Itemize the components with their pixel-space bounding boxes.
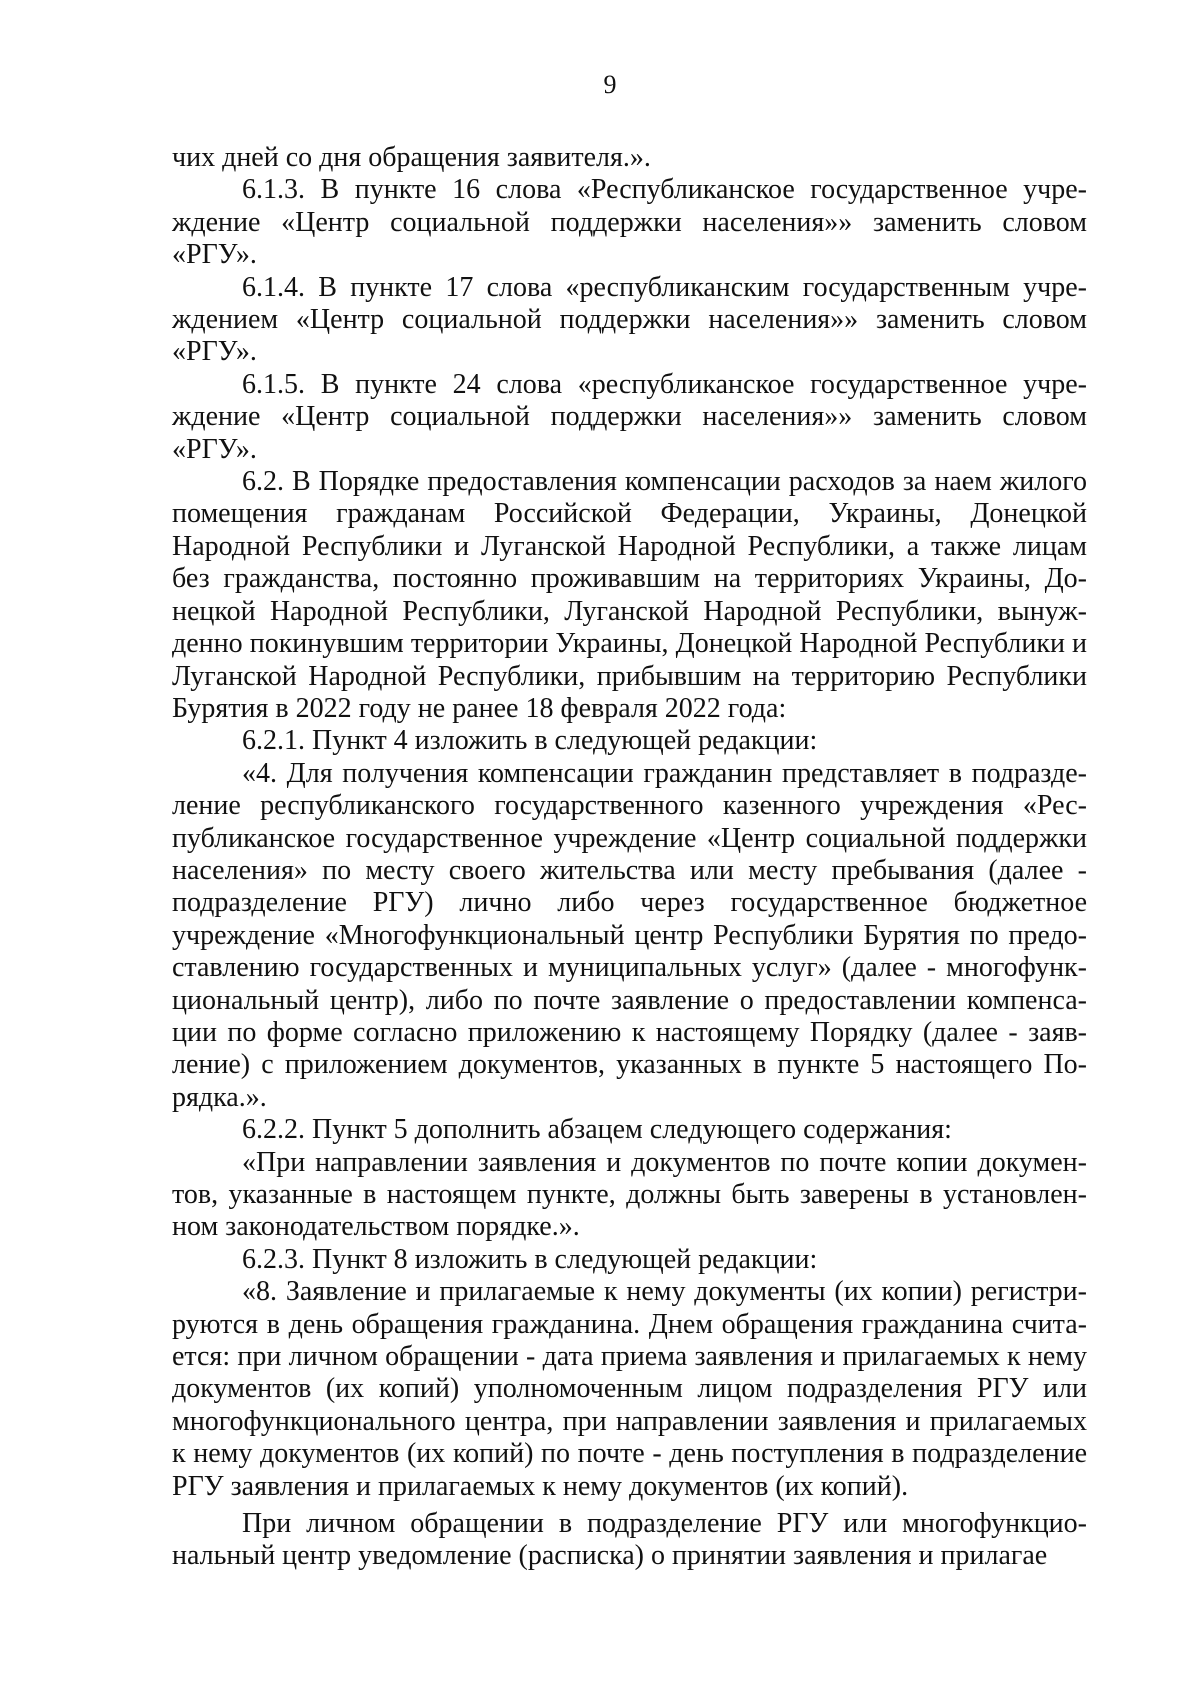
paragraph-6-2-2: 6.2.2. Пункт 5 дополнить абзацем следующего содержания: [242,1114,952,1146]
paragraph-point-8-text: «8. Заявление и прилагаемые к нему документы (их копии) регистрируются в день обращения гражданина. Днем обращения гражданина считается: при личном обращении - дата приема заявления и прилагаемых к нему документов (их копий) уполномоченным лицом подразделения РГУ или многофункционального центра, при направлении заявления и прилагаемых к нему документов (их копий) по почте - день поступления в подразделение РГУ заявления и прилагаемых к нему документов (их копий). [172,1276,1087,1502]
paragraph-point-5-addition: «При направлении заявления и документов по почте копии документов, указанные в настоящем пункте, должны быть заверены в установленном законодательством порядке.». [172,1146,1087,1243]
paragraph-6-1-5: 6.1.5. В пункте 24 слова «республиканское государственное учреждение «Центр социальной поддержки населения»» заменить словом «РГУ». [172,368,1087,465]
document-body [172,142,1087,1573]
paragraph-personal-visit: При личном обращении в подразделение РГУ или многофункциональный центр уведомление (расписка) о принятии заявления и прилагае [172,1508,1087,1572]
paragraph-6-1-4: 6.1.4. В пункте 17 слова «республиканским государственным учреждением «Центр социальной поддержки населения»» заменить словом «РГУ». [172,271,1087,368]
paragraph-6-2-3: 6.2.3. Пункт 8 изложить в следующей редакции: [242,1243,818,1275]
page-number: 9 [603,70,617,99]
paragraph-6-2: 6.2. В Порядке предоставления компенсации расходов за наем жилого помещения гражданам Российской Федерации, Украины, Донецкой Народной Республики и Луганской Народной Республики, а также лицам без гражданства, постоянно проживавшим на территориях Украины, Донецкой Народной Республики, Луганской Народной Республики, вынужденно покинувшим территории Украины, Донецкой Народной Республики и Луганской Народной Республики, прибывшим на территорию Республики Бурятия в 2022 году не ранее 18 февраля 2022 года: [172,466,1087,724]
paragraph-continuation: чих дней со дня обращения заявителя.». [172,142,651,173]
paragraph-6-1-3: 6.1.3. В пункте 16 слова «Республиканское государственное учреждение «Центр социальной поддержки населения»» заменить словом «РГУ». [172,174,1087,271]
paragraph-point-4-text: «4. Для получения компенсации гражданин представляет в подразделение республиканского государственного казенного учреждения «Республиканское государственное учреждение «Центр социальной поддержки населения» по месту своего жительства или месту пребывания (далее - подразделение РГУ) лично либо через государственное бюджетное учреждение «Многофункциональный центр Республики Бурятия по предоставлению государственных и муниципальных услуг» (далее - многофункциональный центр), либо по почте заявление о предоставлении компенсации по форме согласно приложению к настоящему Порядку (далее - заявление) с приложением документов, указанных в пункте 5 настоящего Порядка.». [172,757,1087,1113]
paragraph-6-2-1: 6.2.1. Пункт 4 изложить в следующей редакции: [242,725,818,757]
